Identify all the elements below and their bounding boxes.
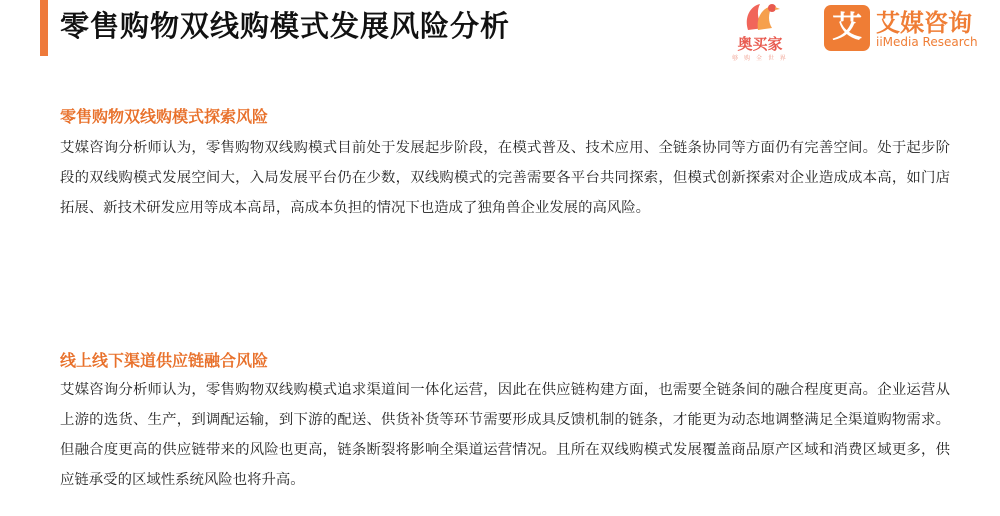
title-accent-bar [40, 0, 48, 56]
aiaojia-bird-icon [742, 0, 780, 34]
aiaojia-logo-tagline: 够 购 全 世 界 [732, 55, 788, 62]
aiaojia-logo [728, 0, 808, 62]
section-heading-supply-chain-risk: 线上线下渠道供应链融合风险 [60, 351, 269, 370]
aiaojia-logo-name: 奥买家 [737, 35, 783, 53]
iimedia-logo-english: iiMedia Research [876, 35, 978, 49]
iimedia-logo-mark: 艾 [824, 5, 870, 51]
section-body-supply-chain-risk: 艾媒咨询分析师认为，零售购物双线购模式追求渠道间一体化运营，因此在供应链构建方面，也需要全链条间的融合程度更高。企业运营从上游的选货、生产，到调配运输，到下游的配送、供货补货等环节需要形成具反馈机制的链条，才能更为动态地调整满足全渠道购物需求。但融合度更高的供应链带来的风险也更高，链条断裂将影响全渠道运营情况。且所在双线购模式发展覆盖商品原产区域和消费区域更多，供应链承受的区域性系统风险也将升高。 [60, 382, 950, 488]
iimedia-logo-name: 艾媒咨询 [876, 9, 972, 37]
section-heading-exploration-risk: 零售购物双线购模式探索风险 [60, 107, 269, 126]
page-title: 零售购物双线购模式发展风险分析 [60, 9, 511, 43]
section-body-exploration-risk: 艾媒咨询分析师认为，零售购物双线购模式目前处于发展起步阶段，在模式普及、技术应用、全链条协同等方面仍有完善空间。处于起步阶段的双线购模式发展空间大，入局发展平台仍在少数，双线购模式的完善需要各平台共同探索，但模式创新探索对企业造成成本高，如门店拓展、新技术研发应用等成本高昂，高成本负担的情况下也造成了独角兽企业发展的高风险。 [60, 140, 950, 216]
